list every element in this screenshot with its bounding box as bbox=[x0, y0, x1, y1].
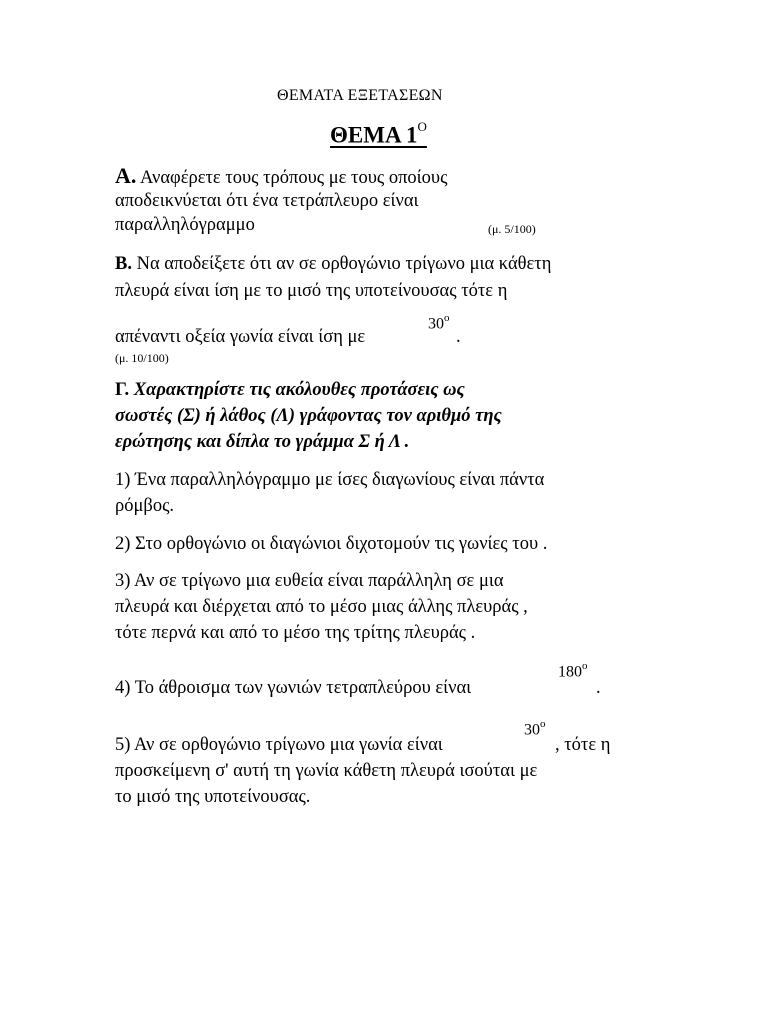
part-c-line-1 bbox=[115, 380, 465, 401]
page-header: ΘΕΜΑΤΑ ΕΞΕΤΑΣΕΩΝ bbox=[277, 87, 443, 104]
part-a-line-1 bbox=[115, 163, 447, 189]
part-b-angle bbox=[428, 313, 450, 333]
q3-line-2: πλευρά και διέρχεται από το μέσο μιας άλλης πλευράς , bbox=[115, 597, 528, 617]
q5-line-1: 5) Αν σε ορθογώνιο τρίγωνο μια γωνία είναι bbox=[115, 735, 443, 755]
part-b-line-2: πλευρά είναι ίση με το μισό της υποτείνουσας τότε η bbox=[115, 281, 508, 301]
part-b-text-1: Να αποδείξετε ότι αν σε ορθογώνιο τρίγωνο μια κάθετη bbox=[136, 254, 552, 274]
q5-angle-sup: ο bbox=[540, 718, 546, 730]
q2-line-1: 2) Στο ορθογώνιο οι διαγώνιοι διχοτομούν τις γωνίες του . bbox=[115, 534, 548, 554]
part-a-marks: (μ. 5/100) bbox=[488, 222, 536, 236]
part-b-angle-value: 30 bbox=[428, 315, 444, 333]
q1-line-2: ρόμβος. bbox=[115, 496, 175, 516]
part-c-letter: Γ. bbox=[115, 380, 130, 400]
q5-line-1-end: , τότε η bbox=[555, 735, 611, 755]
q4-line-1: 4) Το άθροισμα των γωνιών τετραπλεύρου είναι bbox=[115, 678, 472, 698]
part-b-line-1 bbox=[115, 254, 551, 275]
q4-angle-value: 180 bbox=[558, 663, 582, 681]
q3-line-1: 3) Αν σε τρίγωνο μια ευθεία είναι παράλληλη σε μια bbox=[115, 571, 504, 591]
part-a-letter: Α. bbox=[115, 163, 137, 188]
topic-title-text: ΘΕΜΑ 1 bbox=[330, 122, 418, 148]
q5-angle bbox=[524, 719, 546, 739]
part-b-angle-sup: ο bbox=[444, 312, 450, 324]
part-b-line-3: απέναντι οξεία γωνία είναι ίση με bbox=[115, 327, 366, 347]
q5-angle-value: 30 bbox=[524, 721, 540, 739]
part-a-line-3: παραλληλόγραμμο bbox=[115, 215, 255, 235]
part-c-text-1: Χαρακτηρίστε τις ακόλουθες προτάσεις ως bbox=[133, 380, 465, 400]
topic-title bbox=[330, 119, 427, 149]
q4-angle bbox=[558, 661, 588, 681]
part-c-line-2: σωστές (Σ) ή λάθος (Λ) γράφοντας τον αριθμό της bbox=[115, 406, 502, 426]
q3-line-3: τότε περνά και από το μέσο της τρίτης πλευράς . bbox=[115, 623, 476, 643]
q1-line-1: 1) Ένα παραλληλόγραμμο με ίσες διαγωνίους είναι πάντα bbox=[115, 470, 545, 490]
part-b-marks: (μ. 10/100) bbox=[115, 351, 169, 365]
part-a-text-1: Αναφέρετε τους τρόπους με τους οποίους bbox=[140, 168, 448, 188]
part-c-line-3: ερώτησης και δίπλα το γράμμα Σ ή Λ . bbox=[115, 432, 410, 452]
part-a-line-2: αποδεικνύεται ότι ένα τετράπλευρο είναι bbox=[115, 191, 419, 211]
part-b-letter: Β. bbox=[115, 254, 132, 274]
q4-end: . bbox=[596, 678, 601, 698]
part-b-end: . bbox=[456, 327, 461, 347]
q5-line-2: προσκείμενη σ' αυτή τη γωνία κάθετη πλευρά ισούται με bbox=[115, 761, 538, 781]
q4-angle-sup: ο bbox=[582, 660, 588, 672]
topic-title-sup: Ο bbox=[417, 119, 427, 134]
q5-line-3: το μισό της υποτείνουσας. bbox=[115, 787, 311, 807]
